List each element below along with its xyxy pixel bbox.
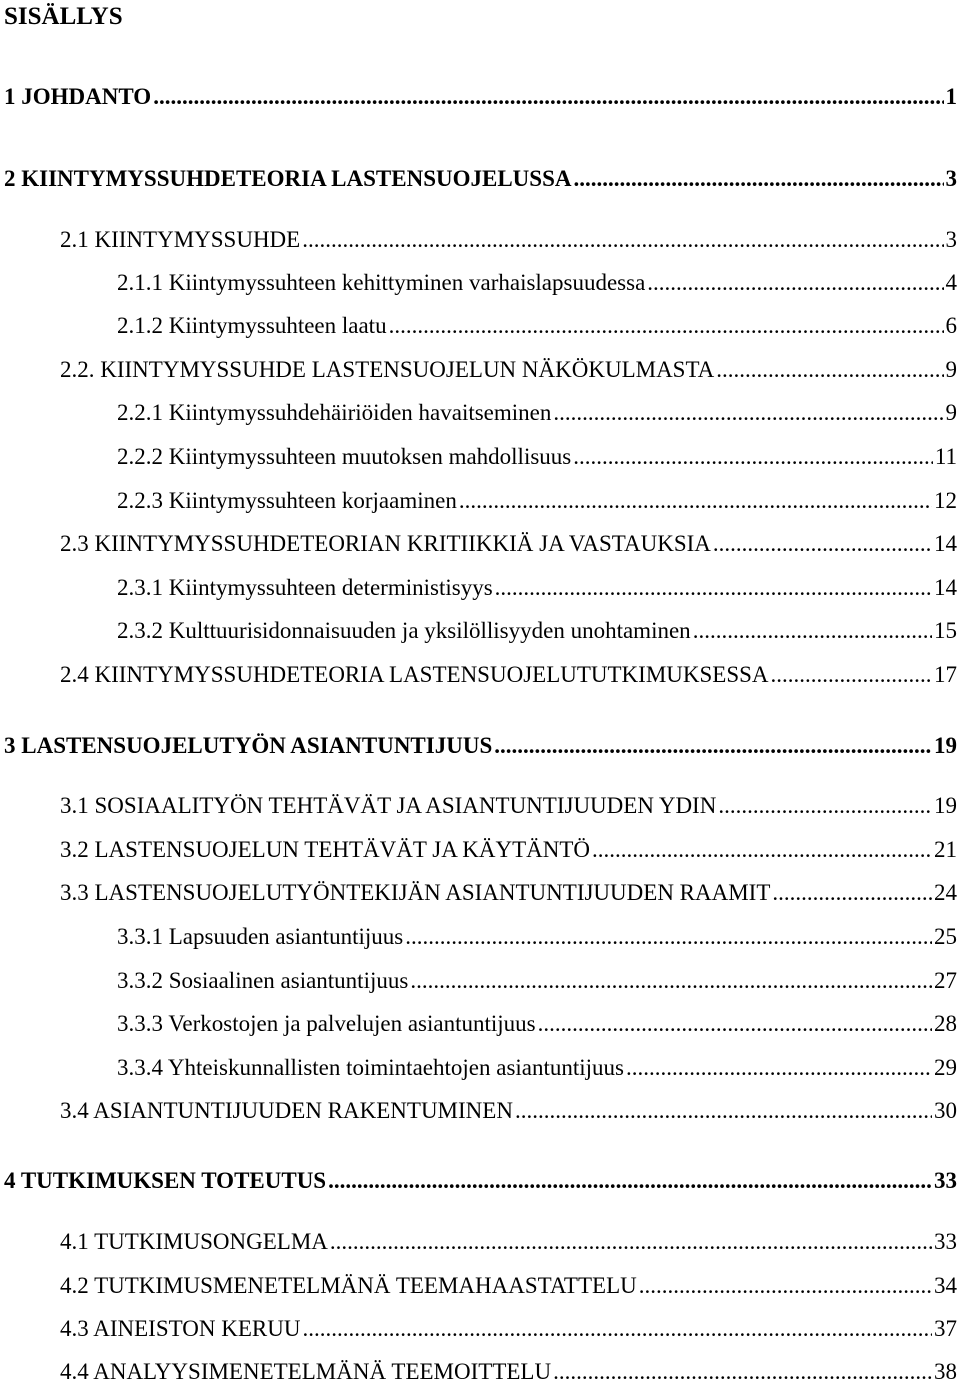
- toc-entry-page: 33: [934, 1168, 957, 1193]
- toc-leader-dots: [302, 1314, 932, 1344]
- toc-entry-page: 17: [934, 662, 957, 687]
- toc-entry[interactable]: [60, 225, 957, 255]
- toc-entry-label: 3 LASTENSUOJELUTYÖN ASIANTUNTIJUUS: [4, 733, 493, 758]
- toc-entry[interactable]: [60, 1314, 957, 1344]
- toc-leader-dots: [494, 731, 932, 761]
- toc-leader-dots: [718, 791, 932, 821]
- toc-entry-label: 2.2. KIINTYMYSSUHDE LASTENSUOJELUN NÄKÖKULMASTA: [60, 357, 715, 382]
- toc-entry-page: 33: [934, 1229, 957, 1254]
- toc-entry-page: 28: [934, 1011, 957, 1036]
- toc-entry-page: 24: [934, 880, 957, 905]
- toc-entry[interactable]: [4, 164, 957, 194]
- toc-entry[interactable]: [117, 616, 957, 646]
- toc-leader-dots: [573, 442, 933, 472]
- toc-entry[interactable]: [60, 355, 957, 385]
- toc-entry-label: 2.1.1 Kiintymyssuhteen kehittyminen varhaislapsuudessa: [117, 270, 646, 295]
- toc-entry-label: 2.2.1 Kiintymyssuhdehäiriöiden havaitseminen: [117, 400, 552, 425]
- toc-entry-page: 14: [934, 531, 957, 556]
- toc-entry[interactable]: [117, 1053, 957, 1083]
- toc-entry[interactable]: [117, 398, 957, 428]
- toc-entry-label: 2.2.3 Kiintymyssuhteen korjaaminen: [117, 488, 457, 513]
- toc-entry-page: 12: [934, 488, 957, 513]
- toc-entry-label: 4 TUTKIMUKSEN TOTEUTUS: [4, 1168, 327, 1193]
- toc-entry-label: 1 JOHDANTO: [4, 84, 152, 109]
- toc-leader-dots: [553, 1357, 932, 1387]
- toc-leader-dots: [459, 486, 932, 516]
- toc-entry-label: 3.3.4 Yhteiskunnallisten toimintaehtojen asiantuntijuus: [117, 1055, 624, 1080]
- toc-entry[interactable]: [117, 1009, 957, 1039]
- toc-entry-page: 38: [934, 1359, 957, 1384]
- toc-entry[interactable]: [117, 573, 957, 603]
- toc-entry[interactable]: [60, 660, 957, 690]
- toc-entry[interactable]: [117, 966, 957, 996]
- toc-entry[interactable]: [60, 1357, 957, 1387]
- toc-entry-label: 2.1.2 Kiintymyssuhteen laatu: [117, 313, 387, 338]
- toc-leader-dots: [647, 268, 943, 298]
- toc-leader-dots: [389, 311, 944, 341]
- toc-leader-dots: [592, 835, 932, 865]
- toc-entry-label: 2 KIINTYMYSSUHDETEORIA LASTENSUOJELUSSA: [4, 166, 572, 191]
- toc-entry-page: 25: [934, 924, 957, 949]
- toc-entry-label: 2.4 KIINTYMYSSUHDETEORIA LASTENSUOJELUTUTKIMUKSESSA: [60, 662, 769, 687]
- toc-entry-page: 29: [934, 1055, 957, 1080]
- toc-entry[interactable]: [4, 731, 957, 761]
- toc-entry[interactable]: [60, 791, 957, 821]
- toc-leader-dots: [495, 573, 932, 603]
- toc-leader-dots: [771, 660, 932, 690]
- toc-entry-label: 3.3.1 Lapsuuden asiantuntijuus: [117, 924, 404, 949]
- toc-leader-dots: [553, 398, 943, 428]
- toc-leader-dots: [330, 1227, 932, 1257]
- toc-entry-page: 9: [945, 400, 957, 425]
- toc-leader-dots: [716, 355, 943, 385]
- toc-leader-dots: [772, 878, 932, 908]
- toc-leader-dots: [626, 1053, 932, 1083]
- toc-entry-page: 11: [934, 444, 957, 469]
- toc-leader-dots: [515, 1096, 932, 1126]
- toc-entry[interactable]: [60, 1227, 957, 1257]
- toc-entry-page: 1: [945, 84, 957, 109]
- toc-entry-page: 9: [945, 357, 957, 382]
- toc-leader-dots: [713, 529, 932, 559]
- toc-leader-dots: [538, 1009, 932, 1039]
- toc-entry-page: 4: [945, 270, 957, 295]
- toc-entry-page: 6: [945, 313, 957, 338]
- toc-entry-page: 21: [934, 837, 957, 862]
- toc-entry-label: 2.1 KIINTYMYSSUHDE: [60, 227, 301, 252]
- toc-entry-page: 15: [934, 618, 957, 643]
- toc-leader-dots: [153, 82, 943, 112]
- toc-entry-label: 3.4 ASIANTUNTIJUUDEN RAKENTUMINEN: [60, 1098, 513, 1123]
- toc-entry-label: 3.3.3 Verkostojen ja palvelujen asiantuntijuus: [117, 1011, 536, 1036]
- toc-entry-page: 27: [934, 968, 957, 993]
- toc-leader-dots: [693, 616, 932, 646]
- toc-entry-label: 4.2 TUTKIMUSMENETELMÄNÄ TEEMAHAASTATTELU: [60, 1273, 637, 1298]
- toc-entry-label: 3.3.2 Sosiaalinen asiantuntijuus: [117, 968, 409, 993]
- toc-entry-page: 3: [945, 227, 957, 252]
- toc-entry[interactable]: [60, 1096, 957, 1126]
- toc-entry-label: 2.2.2 Kiintymyssuhteen muutoksen mahdollisuus: [117, 444, 572, 469]
- toc-leader-dots: [405, 922, 932, 952]
- toc-entry-label: 4.1 TUTKIMUSONGELMA: [60, 1229, 328, 1254]
- toc-entry[interactable]: [60, 835, 957, 865]
- toc-leader-dots: [302, 225, 943, 255]
- toc-leader-dots: [574, 164, 944, 194]
- toc-entry[interactable]: [117, 311, 957, 341]
- toc-entry-label: 2.3.2 Kulttuurisidonnaisuuden ja yksilöllisyyden unohtaminen: [117, 618, 691, 643]
- toc-title: SISÄLLYS: [4, 3, 123, 30]
- toc-entry-label: 2.3.1 Kiintymyssuhteen deterministisyys: [117, 575, 493, 600]
- toc-leader-dots: [410, 966, 932, 996]
- toc-entry-page: 3: [945, 166, 957, 191]
- toc-entry-page: 34: [934, 1273, 957, 1298]
- toc-entry[interactable]: [117, 442, 957, 472]
- toc-entry-page: 37: [934, 1316, 957, 1341]
- toc-entry-page: 19: [934, 733, 957, 758]
- toc-entry-label: 4.3 AINEISTON KERUU: [60, 1316, 301, 1341]
- toc-entry-label: 4.4 ANALYYSIMENETELMÄNÄ TEEMOITTELU: [60, 1359, 552, 1384]
- toc-entry[interactable]: [117, 922, 957, 952]
- toc-entry[interactable]: [60, 878, 957, 908]
- toc-entry-label: 3.1 SOSIAALITYÖN TEHTÄVÄT JA ASIANTUNTIJUUDEN YDIN: [60, 793, 717, 818]
- toc-entry-page: 14: [934, 575, 957, 600]
- toc-entry-page: 30: [934, 1098, 957, 1123]
- toc-entry[interactable]: [60, 529, 957, 559]
- toc-entry[interactable]: [117, 268, 957, 298]
- toc-entry[interactable]: [117, 486, 957, 516]
- toc-leader-dots: [639, 1271, 932, 1301]
- toc-entry[interactable]: [4, 1166, 957, 1196]
- toc-entry[interactable]: [60, 1271, 957, 1301]
- toc-entry-label: 3.3 LASTENSUOJELUTYÖNTEKIJÄN ASIANTUNTIJUUDEN RAAMIT: [60, 880, 771, 905]
- toc-entry[interactable]: [4, 82, 957, 112]
- toc-entry-label: 3.2 LASTENSUOJELUN TEHTÄVÄT JA KÄYTÄNTÖ: [60, 837, 591, 862]
- toc-entry-page: 19: [934, 793, 957, 818]
- toc-entry-label: 2.3 KIINTYMYSSUHDETEORIAN KRITIIKKIÄ JA VASTAUKSIA: [60, 531, 711, 556]
- toc-leader-dots: [328, 1166, 932, 1196]
